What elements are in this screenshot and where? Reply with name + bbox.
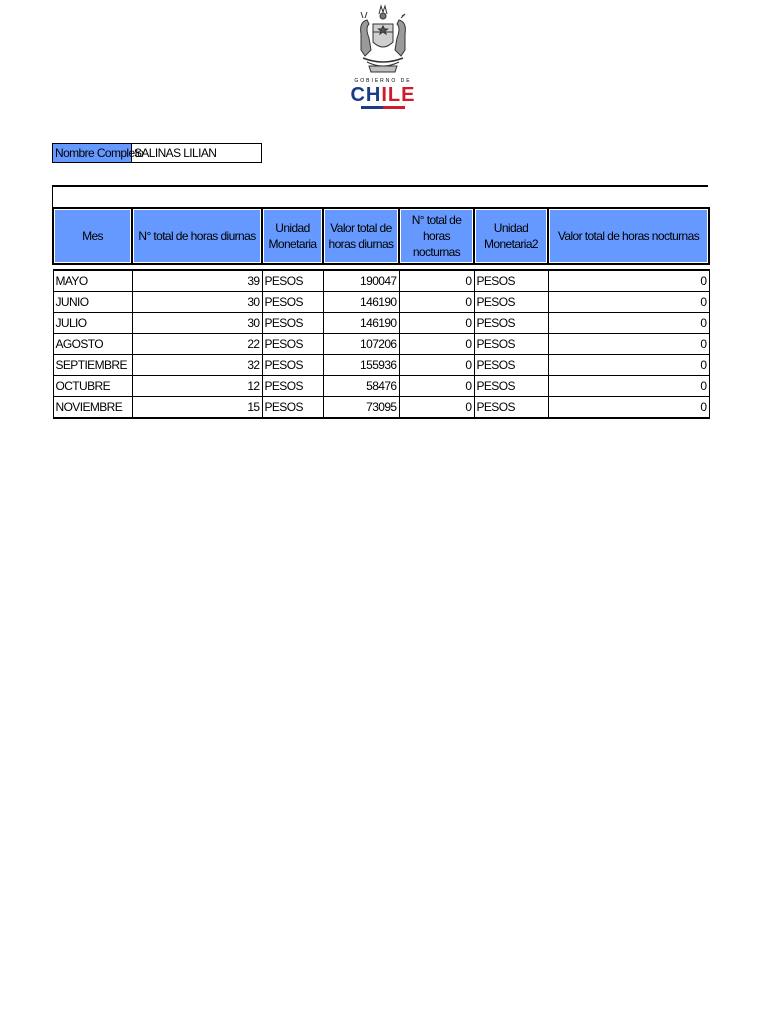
table-row bbox=[53, 355, 709, 376]
cell-mes: JUNIO bbox=[53, 292, 132, 313]
cell-horas-nocturnas: 0 bbox=[399, 376, 474, 397]
cell-horas-diurnas: 30 bbox=[132, 313, 262, 334]
flag-bar bbox=[361, 106, 405, 109]
cell-valor-diurnas: 146190 bbox=[323, 313, 399, 334]
cell-valor-nocturnas: 0 bbox=[548, 334, 709, 355]
cell-horas-diurnas: 30 bbox=[132, 292, 262, 313]
cell-unidad2: PESOS bbox=[474, 292, 548, 313]
cell-unidad2: PESOS bbox=[474, 355, 548, 376]
coat-of-arms-icon bbox=[355, 4, 411, 76]
chile-wordmark bbox=[350, 85, 416, 105]
column-header-mes: Mes bbox=[53, 208, 132, 264]
cell-horas-nocturnas: 0 bbox=[399, 397, 474, 419]
cell-mes: SEPTIEMBRE bbox=[53, 355, 132, 376]
table-row bbox=[53, 313, 709, 334]
cell-valor-nocturnas: 0 bbox=[548, 313, 709, 334]
cell-horas-nocturnas: 0 bbox=[399, 355, 474, 376]
hours-table bbox=[52, 207, 710, 419]
column-header-valor-nocturnas: Valor total de horas nocturnas bbox=[548, 208, 709, 264]
name-label: Nombre Completo bbox=[55, 146, 144, 160]
cell-mes: NOVIEMBRE bbox=[53, 397, 132, 419]
table-header-row bbox=[53, 208, 709, 264]
cell-horas-nocturnas: 0 bbox=[399, 292, 474, 313]
cell-valor-diurnas: 155936 bbox=[323, 355, 399, 376]
table-row bbox=[53, 270, 709, 292]
cell-horas-nocturnas: 0 bbox=[399, 313, 474, 334]
column-header-unidad-monetaria: Unidad Monetaria bbox=[262, 208, 323, 264]
column-header-horas-nocturnas: N° total de horas nocturnas bbox=[399, 208, 474, 264]
table-row bbox=[53, 376, 709, 397]
cell-valor-nocturnas: 0 bbox=[548, 270, 709, 292]
cell-horas-diurnas: 12 bbox=[132, 376, 262, 397]
cell-valor-nocturnas: 0 bbox=[548, 397, 709, 419]
table-body bbox=[53, 270, 709, 418]
gobierno-de-chile-logo bbox=[350, 4, 416, 116]
name-value: SALINAS LILIAN bbox=[134, 146, 217, 160]
chile-wordmark-part-1: CH bbox=[350, 84, 382, 106]
cell-unidad: PESOS bbox=[262, 270, 323, 292]
column-header-horas-diurnas: N° total de horas diurnas bbox=[132, 208, 262, 264]
chile-wordmark-part-2: ILE bbox=[381, 84, 416, 106]
cell-horas-nocturnas: 0 bbox=[399, 270, 474, 292]
cell-valor-diurnas: 73095 bbox=[323, 397, 399, 419]
cell-horas-diurnas: 15 bbox=[132, 397, 262, 419]
column-header-valor-diurnas: Valor total de horas diurnas bbox=[323, 208, 399, 264]
cell-mes: MAYO bbox=[53, 270, 132, 292]
blank-title-row bbox=[52, 185, 708, 207]
cell-horas-nocturnas: 0 bbox=[399, 334, 474, 355]
cell-mes: OCTUBRE bbox=[53, 376, 132, 397]
table-row bbox=[53, 292, 709, 313]
cell-unidad2: PESOS bbox=[474, 397, 548, 419]
cell-valor-diurnas: 58476 bbox=[323, 376, 399, 397]
cell-valor-nocturnas: 0 bbox=[548, 376, 709, 397]
name-field bbox=[52, 143, 262, 163]
cell-unidad: PESOS bbox=[262, 355, 323, 376]
cell-unidad: PESOS bbox=[262, 313, 323, 334]
cell-unidad2: PESOS bbox=[474, 334, 548, 355]
cell-unidad2: PESOS bbox=[474, 270, 548, 292]
cell-unidad: PESOS bbox=[262, 292, 323, 313]
cell-unidad: PESOS bbox=[262, 376, 323, 397]
table-row bbox=[53, 397, 709, 419]
gobierno-de-label: GOBIERNO DE bbox=[354, 78, 412, 84]
table-row bbox=[53, 334, 709, 355]
column-header-unidad-monetaria2: Unidad Monetaria2 bbox=[474, 208, 548, 264]
cell-horas-diurnas: 22 bbox=[132, 334, 262, 355]
cell-valor-nocturnas: 0 bbox=[548, 292, 709, 313]
cell-unidad: PESOS bbox=[262, 334, 323, 355]
cell-valor-diurnas: 107206 bbox=[323, 334, 399, 355]
cell-mes: JULIO bbox=[53, 313, 132, 334]
cell-mes: AGOSTO bbox=[53, 334, 132, 355]
cell-unidad: PESOS bbox=[262, 397, 323, 419]
cell-unidad2: PESOS bbox=[474, 376, 548, 397]
cell-valor-diurnas: 190047 bbox=[323, 270, 399, 292]
cell-unidad2: PESOS bbox=[474, 313, 548, 334]
cell-valor-nocturnas: 0 bbox=[548, 355, 709, 376]
cell-horas-diurnas: 32 bbox=[132, 355, 262, 376]
cell-valor-diurnas: 146190 bbox=[323, 292, 399, 313]
cell-horas-diurnas: 39 bbox=[132, 270, 262, 292]
